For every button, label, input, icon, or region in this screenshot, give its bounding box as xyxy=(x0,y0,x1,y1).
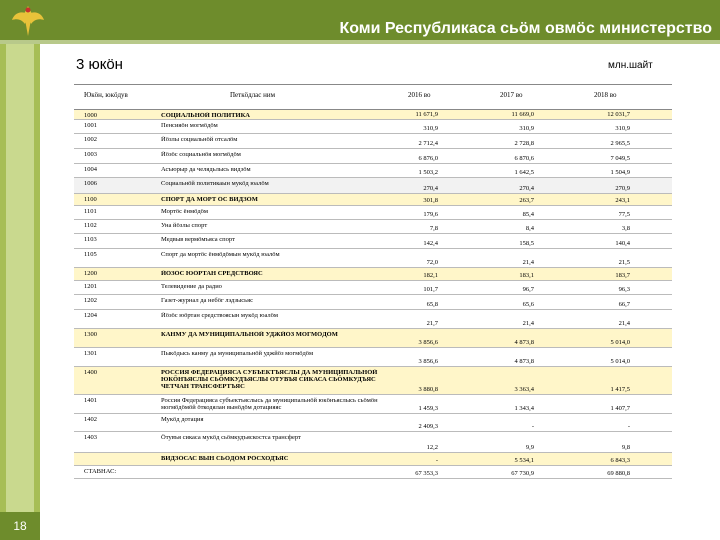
row-2016: 11 671,9 xyxy=(415,111,438,118)
row-2016: 1 459,3 xyxy=(418,405,438,412)
unit-label: млн.шайт xyxy=(608,60,653,71)
row-2016: 3 856,6 xyxy=(418,358,438,365)
row-2016: 12,2 xyxy=(426,444,438,451)
row-2017: 5 534,1 xyxy=(514,457,534,464)
row-2017: 11 669,0 xyxy=(511,111,534,118)
row-2018: 21,4 xyxy=(618,320,630,327)
row-name: Уна йӧзлы спорт xyxy=(161,222,208,229)
row-name: Мортӧс ёнмӧдӧм xyxy=(161,208,209,215)
row-code: 1100 xyxy=(84,196,97,203)
row-name: Пенсияӧн могмӧдӧм xyxy=(161,122,218,129)
row-code: 1105 xyxy=(84,251,97,258)
header-stripe xyxy=(0,40,720,44)
row-2018: 96,3 xyxy=(618,286,630,293)
row-2018: - xyxy=(627,423,630,430)
col-2017-header: 2017 во xyxy=(500,91,523,99)
row-2018: 1 504,9 xyxy=(610,169,630,176)
row-2018: 2 965,5 xyxy=(610,140,630,147)
table-row xyxy=(74,348,672,367)
row-2018: 5 014,0 xyxy=(610,339,630,346)
table-row xyxy=(74,453,672,466)
row-2017: 310,9 xyxy=(519,125,534,132)
row-name: ЙӦЗӦС ЮӦРТАН СРЕДСТВОЯС xyxy=(161,270,263,277)
table-row xyxy=(74,220,672,234)
row-2017: 1 343,4 xyxy=(514,405,534,412)
row-2016: 72,0 xyxy=(426,259,438,266)
row-name: Мукӧд дотация xyxy=(161,416,204,423)
table-row xyxy=(74,234,672,249)
row-name: Йӧзлы социальнӧй отсалӧм xyxy=(161,136,238,143)
row-name: Спорт да мортӧс ёнмӧдӧмын мукӧд юалӧм xyxy=(161,251,280,258)
row-code: 1201 xyxy=(84,283,97,290)
row-code: 1003 xyxy=(84,151,97,158)
row-2016: 65,8 xyxy=(426,301,438,308)
row-2016: 270,4 xyxy=(423,185,438,192)
section-title: 3 юкӧн xyxy=(76,56,123,73)
row-name: Йӧзӧс социальнӧя могмӧдӧм xyxy=(161,151,241,158)
table-row xyxy=(74,466,672,479)
row-code: 1204 xyxy=(84,312,97,319)
row-2018: 183,7 xyxy=(615,272,630,279)
row-code: 1002 xyxy=(84,136,97,143)
row-2016: 7,8 xyxy=(429,225,438,232)
row-code: 1202 xyxy=(84,297,97,304)
row-name: Медвыв вермӧмъяса спорт xyxy=(161,236,235,243)
row-2017: 4 873,8 xyxy=(514,339,534,346)
table-row xyxy=(74,295,672,310)
row-2017: 65,6 xyxy=(522,301,534,308)
table-row xyxy=(74,120,672,134)
row-code: 1403 xyxy=(84,434,97,441)
table-row xyxy=(74,178,672,194)
table-row xyxy=(74,206,672,220)
table-row xyxy=(74,414,672,432)
row-2018: 21,5 xyxy=(618,259,630,266)
row-2018: 1 417,5 xyxy=(610,386,630,393)
komi-emblem-icon xyxy=(10,4,46,38)
row-2016: 101,7 xyxy=(423,286,438,293)
row-2017: 1 642,5 xyxy=(514,169,534,176)
row-2016: 2 409,3 xyxy=(418,423,438,430)
row-name: РОССИЯ ФЕДЕРАЦИЯСА СУБЪЕКТЪЯСЛЫ ДА МУНИЦИПАЛЬНӦЙ ЮКӦНЪЯСЛЫ СЬӦМКУДЪЯСЛЫ ОТУВЪЯ СИКАСА СЬӦМКУДЪЯС ЧЕТЧАН ТРАНСФЕРТЪЯС xyxy=(161,369,378,390)
row-name: Телевидение да радио xyxy=(161,283,222,290)
row-code: 1102 xyxy=(84,222,97,229)
row-name: СПОРТ ДА МОРТ ӦС ВИДЗӦМ xyxy=(161,196,258,203)
row-2018: 270,9 xyxy=(615,185,630,192)
row-2018: 1 407,7 xyxy=(610,405,630,412)
row-code: 1000 xyxy=(84,112,97,119)
table-row xyxy=(74,149,672,164)
row-name: Социальнӧй политикаын мукӧд юалӧм xyxy=(161,180,269,187)
row-2018: 66,7 xyxy=(618,301,630,308)
row-name: ВИДЗӦСАС ВЫН СЬӦДӦМ РӦСХОДЪЯС xyxy=(161,455,289,462)
row-code: 1402 xyxy=(84,416,97,423)
row-2016: 301,8 xyxy=(423,197,438,204)
row-2017: 3 363,4 xyxy=(514,386,534,393)
col-2018-header: 2018 во xyxy=(594,91,617,99)
row-name: Россия Федерацияса субъектъяслысь да муниципальнӧй юкӧнъяслысь сьӧмӧн могмӧдӧмӧй ӧткодялан вынӧдӧм дотацияяс xyxy=(161,397,378,411)
row-name: Газет-журнал да небӧг лэдзысьяс xyxy=(161,297,253,304)
row-2017: 158,5 xyxy=(519,240,534,247)
row-2017: 96,7 xyxy=(522,286,534,293)
row-2016: 21,7 xyxy=(426,320,438,327)
row-2018: 69 880,8 xyxy=(607,470,630,477)
row-2017: - xyxy=(531,423,534,430)
table-row xyxy=(74,134,672,149)
table-row xyxy=(74,310,672,329)
header-bar xyxy=(0,0,720,44)
row-code: 1101 xyxy=(84,208,97,215)
budget-table xyxy=(74,84,672,479)
row-2017: 9,9 xyxy=(525,444,534,451)
row-code: СТАВНАС: xyxy=(84,468,117,475)
row-2016: 1 503,2 xyxy=(418,169,438,176)
row-2017: 6 870,6 xyxy=(514,155,534,162)
row-2017: 8,4 xyxy=(525,225,534,232)
row-2018: 9,8 xyxy=(621,444,630,451)
row-2016: 2 712,4 xyxy=(418,140,438,147)
row-code: 1103 xyxy=(84,236,97,243)
row-2017: 4 873,8 xyxy=(514,358,534,365)
row-2017: 183,1 xyxy=(519,272,534,279)
row-2016: 6 876,0 xyxy=(418,155,438,162)
row-2016: 67 353,3 xyxy=(415,470,438,477)
row-2017: 67 730,9 xyxy=(511,470,534,477)
row-name: КАНМУ ДА МУНИЦИПАЛЬНӦЙ УДЖЙӦЗ МОГМӦДӦМ xyxy=(161,331,338,338)
row-2016: - xyxy=(435,457,438,464)
table-body xyxy=(74,110,672,479)
row-name: Асъюрыр да челядьлысь видзӧм xyxy=(161,166,251,173)
row-2018: 243,1 xyxy=(615,197,630,204)
table-row xyxy=(74,281,672,295)
table-row xyxy=(74,432,672,453)
row-2017: 270,4 xyxy=(519,185,534,192)
row-2018: 77,5 xyxy=(618,211,630,218)
row-code: 1400 xyxy=(84,369,97,376)
row-2016: 3 856,6 xyxy=(418,339,438,346)
row-2017: 2 728,8 xyxy=(514,140,534,147)
row-code: 1401 xyxy=(84,397,97,404)
row-2016: 179,6 xyxy=(423,211,438,218)
row-2018: 6 843,3 xyxy=(610,457,630,464)
row-code: 1200 xyxy=(84,270,97,277)
row-name: Йӧзӧс юӧртан средствоясын мукӧд юалӧм xyxy=(161,312,279,319)
table-row xyxy=(74,164,672,178)
table-row xyxy=(74,268,672,281)
row-2016: 310,9 xyxy=(423,125,438,132)
table-header xyxy=(74,84,672,110)
row-2018: 5 014,0 xyxy=(610,358,630,365)
row-2016: 182,1 xyxy=(423,272,438,279)
row-code: 1001 xyxy=(84,122,97,129)
col-name-header: Петкӧдлас ним xyxy=(230,91,276,99)
table-row xyxy=(74,395,672,414)
page-number: 18 xyxy=(0,512,40,540)
table-row xyxy=(74,367,672,395)
row-2017: 21,4 xyxy=(522,320,534,327)
row-code: 1300 xyxy=(84,331,97,338)
row-2017: 21,4 xyxy=(522,259,534,266)
table-row xyxy=(74,110,672,120)
row-name: Пыкӧдысь канму да муниципальнӧй уджйӧз могмӧдӧм xyxy=(161,350,314,357)
row-name: Ӧтувъя сикаса мукӧд сьӧмкудъяскостса трансферт xyxy=(161,434,301,441)
table-row xyxy=(74,194,672,206)
row-2016: 3 880,8 xyxy=(418,386,438,393)
row-2017: 263,7 xyxy=(519,197,534,204)
row-code: 1301 xyxy=(84,350,97,357)
row-name: СОЦИАЛЬНӦЙ ПОЛИТИКА xyxy=(161,112,250,119)
side-bar-inner xyxy=(6,44,34,520)
row-2018: 140,4 xyxy=(615,240,630,247)
row-code: 1004 xyxy=(84,166,97,173)
row-2017: 85,4 xyxy=(522,211,534,218)
ministry-title: Коми Республикаса сьӧм овмӧс министерство xyxy=(339,20,712,37)
row-2018: 7 049,5 xyxy=(610,155,630,162)
row-2018: 12 031,7 xyxy=(607,111,630,118)
table-row xyxy=(74,329,672,348)
col-code-header: Юкӧн, юкӧдув xyxy=(84,91,128,99)
table-row xyxy=(74,249,672,268)
col-2016-header: 2016 во xyxy=(408,91,431,99)
row-2016: 142,4 xyxy=(423,240,438,247)
row-2018: 310,9 xyxy=(615,125,630,132)
row-2018: 3,8 xyxy=(621,225,630,232)
row-code: 1006 xyxy=(84,180,97,187)
